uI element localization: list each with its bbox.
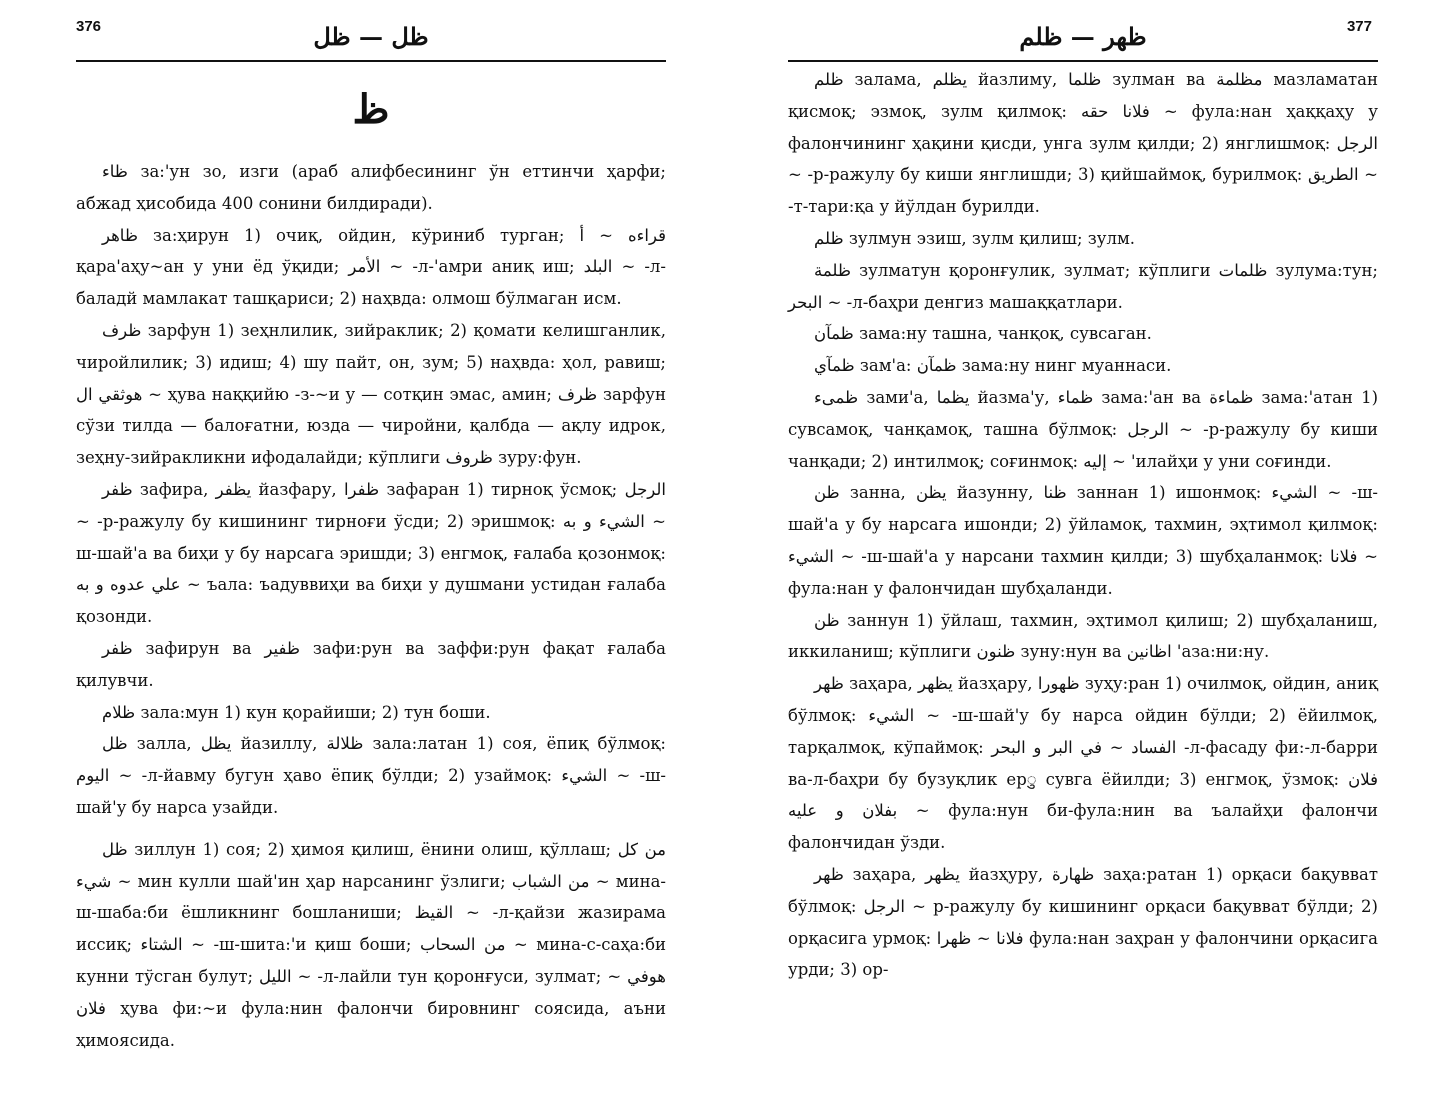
section-letter: ظ: [352, 86, 390, 133]
dictionary-entry: ظمآي зам'а: ظمآن зама:ну нинг муаннаси.: [814, 356, 1172, 376]
left-page-header: [76, 0, 666, 60]
dictionary-entry: ظل зиллун 1) соя; 2) ҳимоя қилиш, ёнини олиш, қўллаш; من كل شيء ~ мин кулли шай'ин ҳар нарсанинг ўзлиги; من الشباب ~ мина-ш-шаба:би ёшликнинг бошланиши; القيظ ~ -л-қайзи жазирама иссиқ; الشتاء ~ -ш-шита:'и қиш боши; من السحاب ~ мина-с-саҳа:би кунни тўсган булут; الليل ~ -л-лайли тун қоронғуси, зулмат; هوفي ~ فلان ҳува фи:~и фула:нин фалончи бировнинг соясида, аъни ҳимоясида.: [76, 839, 667, 1050]
dictionary-entry: ظمآن зама:ну ташна, чанқоқ, сувсаган.: [814, 324, 1152, 344]
page-number: 376: [76, 18, 102, 35]
dictionary-entry: ظهر заҳара, يظهر йазҳуру, ظهارة заҳа:ратан 1) орқаси бақувват бўлмоқ: الرجل ~ р-ражулу бу кишининг орқаси бақувват бўлди; 2) орқасига урмоқ: فلانا ~ ظهرا фула:нан заҳран у фалончини орқасига урди; 3) ор-: [788, 864, 1379, 980]
header-rule: [788, 60, 1378, 62]
dictionary-entry: ظلمة зулматун қоронғулик, зулмат; кўплиги ظلمات зулума:тун; البحر ~ -л-баҳри денгиз машаққатлари.: [788, 260, 1378, 312]
right-page-header: [788, 0, 1378, 60]
dictionary-entry: ظمىء зами'а, يظما йазма'у, ظماء зама:'ан ва ظماءة зама:'атан 1) сувсамоқ, чанқамоқ, ташна бўлмоқ: الرجل ~ -р-ражулу бу киши чанқади; 2) интилмоқ; соғинмоқ: إليه ~ 'илайҳи у уни соғинди.: [788, 387, 1379, 471]
entry-list: [76, 156, 666, 1056]
dictionary-entry: ظفر зафира, يظفر йазфару, ظفرا зафаран 1) тирноқ ўсмоқ; الرجل ~ -р-ражулу бу кишининг тирноғи ўсди; 2) эришмоқ: الشيء و به ~ ш-шай'а ва биҳи у бу нарсага эришди; 3) енгмоқ, ғалаба қозонмоқ: علي عدوه و به ~ ъала: ъадуввиҳи ва биҳи у душмани устидан ғалаба қозонди.: [76, 479, 667, 627]
dictionary-entry: ظلم залама, يظلم йазлиму, ظلما зулман ва مظلمة мазламатан қисмоқ; эзмоқ, зулм қилмоқ: فلانا حقه ~ фула:нан ҳаққаҳу у фалончининг ҳақини қисди, унга зулм қилди; 2) янглишмоқ: الرجل ~ -р-ражулу бу киши янглишди; 3) қийшаймоқ, бурилмоқ: الطريق ~ -т-тари:қа у йўлдан бурилди.: [788, 70, 1378, 217]
dictionary-entry: ظاهر за:ҳирун 1) очиқ, ойдин, кўриниб турган; قراءه ~ أ қара'аҳу~ан у уни ёд ўқиди; الأمر ~ -л-'амри аниқ иш; البلد ~ -л-баладй мамлакат ташқариси; 2) наҳвда: олмош бўлмаган исм.: [76, 225, 666, 309]
running-head: ظهر — ظلم: [1019, 22, 1147, 51]
header-rule: [76, 60, 666, 62]
dictionary-entry: ظفر зафирун ва ظفير зафи:рун ва заффи:рун фақат ғалаба қилувчи.: [76, 638, 666, 690]
dictionary-entry: ظلم зулмун эзиш, зулм қилиш; зулм.: [814, 228, 1136, 248]
dictionary-entry: ظرف зарфун 1) зеҳнлилик, зийраклик; 2) қомати келишганлик, чиройлилик; 3) идиш; 4) шу пайт, он, зум; 5) наҳвда: ҳол, равиш; هوثقي ال ~ ҳува наққийю -з-~и у — сотқин эмас, амин; ظرف зарфун сўзи тилда — балоғатни, юзда — чиройни, қалбда — ақлу идрок, зеҳну-зийракликни ифодалайди; кўплиги ظروف зуру:фун.: [76, 320, 666, 468]
entry-list: [788, 64, 1378, 986]
dictionary-entry: ظهر заҳара, يظهر йазҳару, ظهورا зуҳу:ран 1) очилмоқ, ойдин, аниқ бўлмоқ: الشيء ~ -ш-шай'у бу нарса ойдин бўлди; 2) ёйилмоқ, тарқалмоқ, кўпаймоқ: الفساد ~ في البر و البحر -л-фасаду фи:-л-барри ва-л-баҳри бу бузуқлик ерु сувга ёйилди; 3) енгмоқ, ўзмоқ: فلان بفلان و عليه ~ фула:нун би-фула:нин ва ъалайҳи фалончи фалончидан ўзди.: [788, 674, 1378, 853]
dictionary-entry: ظل залла, يظل йазиллу, ظلالة зала:латан 1) соя, ёпиқ бўлмоқ: اليوم ~ -л-йавму бугун ҳаво ёпиқ бўлди; 2) узаймоқ: الشيء ~ -ш-шай'у бу нарса узайди.: [76, 734, 666, 817]
running-head: ظل — ظل: [313, 22, 429, 51]
right-page: [788, 0, 1378, 1114]
page-number: 377: [1346, 18, 1372, 35]
left-page: [76, 0, 666, 1114]
dictionary-entry: ظن занна, يظن йазунну, ظنا заннан 1) ишонмоқ: الشيء ~ -ш-шай'а у бу нарсага ишонди; 2) ўйламоқ, тахмин, эҳтимол қилмоқ: الشيء ~ -ш-шай'а у нарсани тахмин қилди; 3) шубҳаланмоқ: فلانا ~ фула:нан у фалончидан шубҳаланди.: [788, 483, 1378, 598]
dictionary-entry: ظلام зала:мун 1) кун қорайиши; 2) тун боши.: [102, 702, 491, 722]
dictionary-entry: ظن заннун 1) ўйлаш, тахмин, эҳтимол қилиш; 2) шубҳаланиш, иккиланиш; кўплиги ظنون зуну:нун ва اظانين 'аза:ни:ну.: [788, 610, 1378, 662]
dictionary-entry: ظاء за:'ун зо, изги (араб алифбесининг ўн еттинчи ҳарфи; абжад ҳисобида 400 сонини билдиради).: [76, 162, 666, 213]
